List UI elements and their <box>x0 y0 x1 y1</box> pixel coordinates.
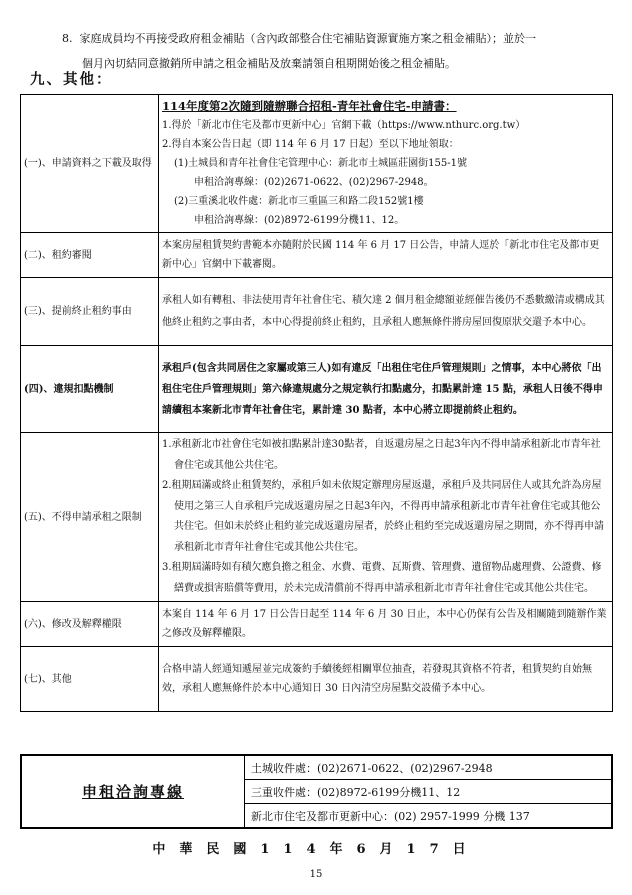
contact-center: 新北市住宅及都市更新中心：(02) 2957-1999 分機 137 <box>245 804 613 829</box>
row-label: (四)、違規扣點機制 <box>21 346 159 433</box>
restriction-3: 3.租期屆滿時如有積欠應負擔之租金、水費、電費、瓦斯費、管理費、遺留物品處理費、公證費、修繕費或損害賠償等費用，於未完成清償前不得再申請承租新北市青年社會住宅或其他公共住宅。 <box>162 562 602 594</box>
row-content: 承租人如有轉租、非法使用青年社會住宅、積欠達 2 個月租金總額並經催告後仍不悉數繳清或構成其他終止租約之事由者，本中心得提前終止租約，且承租人應無條件將房屋回復原狀交還予本中心。 <box>159 278 613 346</box>
row-label: (一)、申請資料之下載及取得 <box>21 95 159 233</box>
row-content: 本案房屋租賃契約書範本亦隨附於民國 114 年 6 月 17 日公告，申請人逕於「新北市住宅及都市更新中心」官網中下載審閱。 <box>159 233 613 278</box>
table-row <box>21 433 613 602</box>
row-content: 合格申請人經通知遞屋並完成簽約手續後經相關單位抽查，若發現其資格不符者，租賃契約自始無效，承租人應無條件於本中心通知日 30 日內清空房屋點交設備予本中心。 <box>159 647 613 712</box>
location-1: (1)土城員和青年社會住宅管理中心：新北市土城區莊園街155-1號 <box>174 158 467 169</box>
row-label: (六)、修改及解釋權限 <box>21 602 159 647</box>
table-row <box>21 233 613 278</box>
intro-line-2: 個月內切結同意撤銷所申請之租金補貼及放棄請領自租期開始後之租金補貼。 <box>82 57 456 70</box>
info-table <box>20 94 613 712</box>
contact-tucheng: 土城收件處：(02)2671-0622、(02)2967-2948 <box>245 755 613 780</box>
row-content: 本案自 114 年 6 月 17 日公告日起至 114 年 6 月 30 日止，本中心仍保有公告及相關隨到隨辦作業之修改及解釋權限。 <box>159 602 613 647</box>
row-label: (三)、提前終止租約事由 <box>21 278 159 346</box>
table-row <box>21 602 613 647</box>
row-content <box>159 95 613 233</box>
form-title: 114年度第2次隨到隨辦聯合招租-青年社會住宅-申請書： <box>162 99 457 113</box>
location-1-phone: 申租洽詢專線：(02)2671-0622、(02)2967-2948。 <box>194 177 434 188</box>
restriction-1: 1.承租新北市社會住宅如被扣點累計達30點者，自返還房屋之日起3年內不得申請承租新北市青年社會住宅或其他公共住宅。 <box>162 439 601 471</box>
row-label: (二)、租約審閱 <box>21 233 159 278</box>
intro-line-1: 家庭成員均不再接受政府租金補貼（含內政部整合住宅補貼資源實施方案之租金補貼）；並於一 <box>79 32 536 45</box>
page-number: 15 <box>309 869 323 880</box>
table-row <box>21 95 613 233</box>
intro-item-8 <box>62 26 618 76</box>
contact-row <box>21 755 612 780</box>
table-row <box>21 647 613 712</box>
location-2: (2)三重溪北收件處：新北市三重區三和路二段152號1樓 <box>174 196 424 207</box>
row-label: (七)、其他 <box>21 647 159 712</box>
download-line: 1.得於「新北市住宅及都市更新中心」官網下載（https://www.nthurc.org.tw） <box>162 120 526 131</box>
row-content: 承租戶(包含共同居住之家屬或第三人)如有違反「出租住宅住戶管理規則」之情事，本中心將依「出租住宅住戶管理規則」第六條違規處分之規定執行扣點處分，扣點累計達 15 點，承租人日後不得申請續租本案新北市青年社會住宅，累計達 30 點者，本中心將立即提前終止租約。 <box>159 346 613 433</box>
row-content <box>159 433 613 602</box>
section-heading: 九、其他： <box>30 71 113 88</box>
contact-box <box>20 754 613 829</box>
document-date: 中華民國114年6月17日 <box>152 842 480 857</box>
restriction-2: 2.租期屆滿或終止租賃契約，承租戶如未依規定辦理房屋返還，承租戶及共同居住人或其允許為房屋使用之第三人自承租戶完成返還房屋之日起3年內，不得再申請承租新北市青年社會住宅或其他公共住宅。但如未於終止租約並完成返還房屋者，於終止租約至完成返還房屋之期間，亦不得再申請承租新北市青年社會住宅或其他公共住宅。 <box>162 480 604 553</box>
table-row <box>21 346 613 433</box>
contact-sanchong: 三重收件處：(02)8972-6199分機11、12 <box>245 780 613 804</box>
contact-title: 申租洽詢專線 <box>21 755 245 828</box>
location-2-phone: 申租洽詢專線：(02)8972-6199分機11、12。 <box>194 215 405 226</box>
pickup-line: 2.得自本案公告日起（即 114 年 6 月 17 日起）至以下地址領取： <box>162 139 459 150</box>
row-label: (五)、不得申請承租之限制 <box>21 433 159 602</box>
intro-number: 8. <box>62 32 73 45</box>
table-row <box>21 278 613 346</box>
